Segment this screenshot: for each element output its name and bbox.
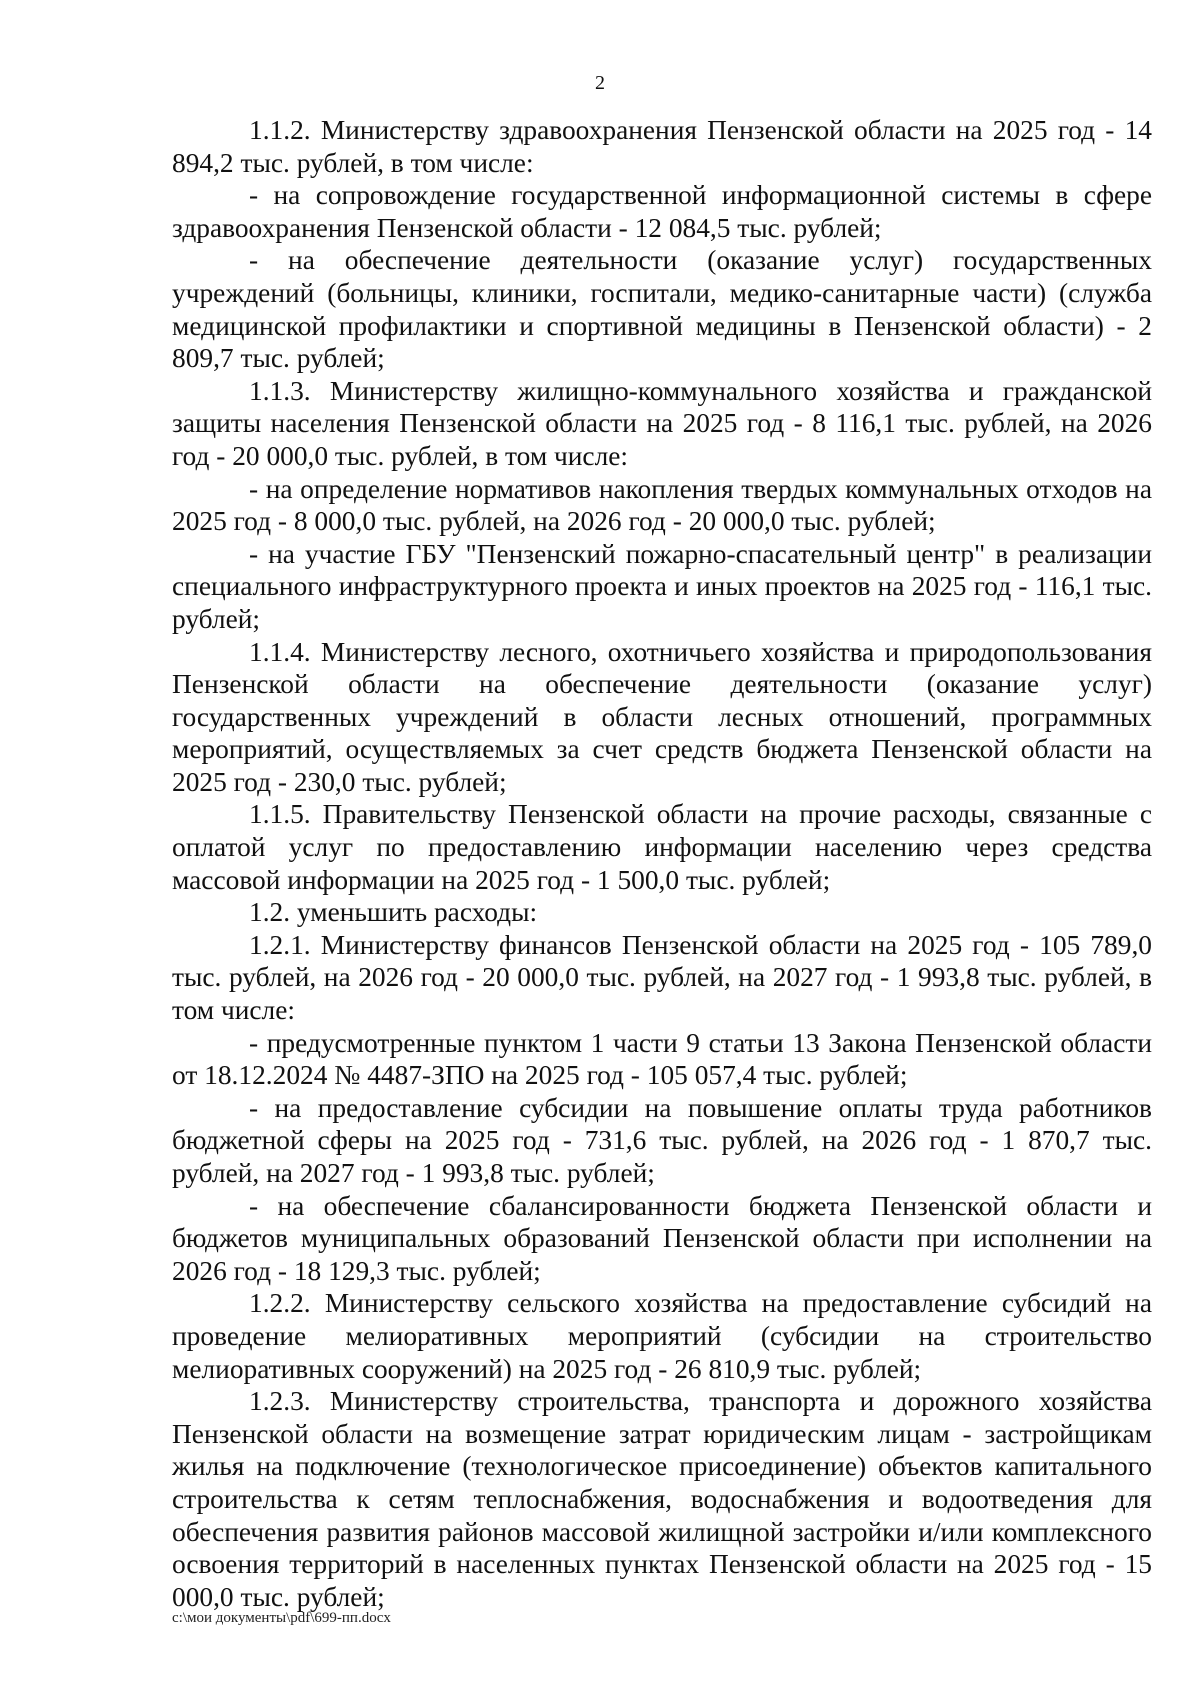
paragraph-1-2-1: 1.2.1. Министерству финансов Пензенской области на 2025 год - 105 789,0 тыс. рублей, на 2026 год - 20 000,0 тыс. рублей, на 2027 год - 1 993,8 тыс. рублей, в том числе:: [172, 929, 1152, 1026]
paragraph-budget-balance: - на обеспечение сбалансированности бюджета Пензенской области и бюджетов муниципальных образований Пензенской области при исполнении на 2026 год - 18 129,3 тыс. рублей;: [172, 1190, 1152, 1286]
paragraph-1-1-5: 1.1.5. Правительству Пензенской области на прочие расходы, связанные с оплатой услуг по предоставлению информации населению через средства массовой информации на 2025 год - 1 500,0 тыс. рублей;: [172, 799, 1152, 895]
paragraph-1-1-2: 1.1.2. Министерству здравоохранения Пензенской области на 2025 год - 14 894,2 тыс. рублей, в том числе:: [172, 115, 1152, 178]
document-body: [172, 114, 1152, 1613]
paragraph-1-1-4: 1.1.4. Министерству лесного, охотничьего хозяйства и природопользования Пензенской области на обеспечение деятельности (оказание услуг) государственных учреждений в области лесных отношений, программных мероприятий, осуществляемых за счет средств бюджета Пензенской области на 2025 год - 230,0 тыс. рублей;: [172, 636, 1152, 797]
paragraph-1-2: 1.2. уменьшить расходы:: [249, 897, 538, 928]
page-number: 2: [595, 72, 605, 94]
paragraph-1-2-2: 1.2.2. Министерству сельского хозяйства на предоставление субсидий на проведение мелиоративных мероприятий (субсидии на строительство мелиоративных сооружений) на 2025 год - 26 810,9 тыс. рублей;: [172, 1288, 1152, 1384]
paragraph-health-info-system: - на сопровождение государственной информационной системы в сфере здравоохранения Пензенской области - 12 084,5 тыс. рублей;: [172, 180, 1152, 243]
paragraph-1-2-3: 1.2.3. Министерству строительства, транспорта и дорожного хозяйства Пензенской области на возмещение затрат юридическим лицам - застройщикам жилья на подключение (технологическое присоединение) объектов капитального строительства к сетям теплоснабжения, водоснабжения и водоотведения для обеспечения развития районов массовой жилищной застройки и/или комплексного освоения территорий в населенных пунктах Пензенской области на 2025 год - 15 000,0 тыс. рублей;: [172, 1386, 1152, 1612]
footer-file-path: c:\мои документы\pdf\699-пп.docx: [172, 1610, 391, 1626]
paragraph-law-reference: - предусмотренные пунктом 1 части 9 статьи 13 Закона Пензенской области от 18.12.2024 № 4487-ЗПО на 2025 год - 105 057,4 тыс. рублей;: [172, 1027, 1152, 1091]
paragraph-waste-norms: - на определение нормативов накопления твердых коммунальных отходов на 2025 год - 8 000,0 тыс. рублей, на 2026 год - 20 000,0 тыс. рублей;: [172, 473, 1152, 537]
paragraph-health-institutions: - на обеспечение деятельности (оказание услуг) государственных учреждений (больницы, клиники, госпитали, медико-санитарные части) (служба медицинской профилактики и спортивной медицины в Пензенской области) - 2 809,7 тыс. рублей;: [172, 245, 1152, 374]
paragraph-salary-subsidy: - на предоставление субсидии на повышение оплаты труда работников бюджетной сферы на 2025 год - 731,6 тыс. рублей, на 2026 год - 1 870,7 тыс. рублей, на 2027 год - 1 993,8 тыс. рублей;: [172, 1092, 1152, 1188]
paragraph-1-1-3: 1.1.3. Министерству жилищно-коммунального хозяйства и гражданской защиты населения Пензенской области на 2025 год - 8 116,1 тыс. рублей, на 2026 год - 20 000,0 тыс. рублей, в том числе:: [172, 375, 1152, 471]
paragraph-fire-rescue-center: - на участие ГБУ "Пензенский пожарно-спасательный центр" в реализации специального инфраструктурного проекта и иных проектов на 2025 год - 116,1 тыс. рублей;: [172, 538, 1152, 634]
